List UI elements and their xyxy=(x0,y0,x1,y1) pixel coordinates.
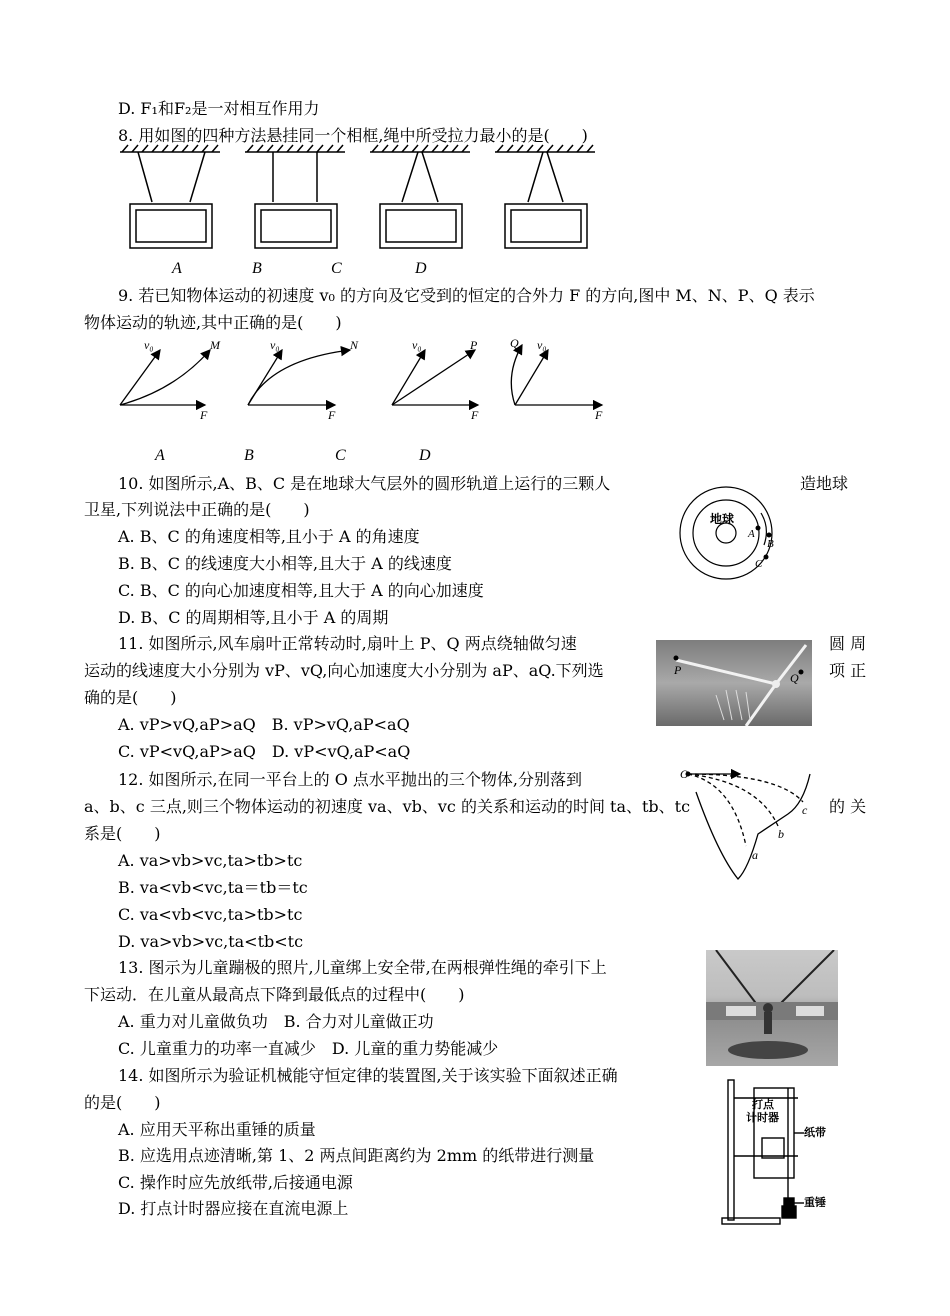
q11-options-cd: C. vP<vQ,aP>aQ D. vP<vQ,aP<aQ xyxy=(118,742,411,761)
q13-stem-line1: 13. 图示为儿童蹦极的照片,儿童绑上安全带,在两根弹性绳的牵引下上 xyxy=(118,958,607,977)
q12-label-a: a xyxy=(752,848,758,862)
q14-apparatus-figure xyxy=(718,1078,838,1228)
q8-label-a: A xyxy=(172,260,182,277)
q7-option-d: D. F₁和F₂是一对相互作用力 xyxy=(118,99,320,118)
q10-option-b: B. B、C 的线速度大小相等,且大于 A 的线速度 xyxy=(118,554,452,573)
q8-label-d: D xyxy=(415,260,427,277)
q13-bungee-photo xyxy=(706,950,838,1066)
q9-d-q: Q xyxy=(510,336,519,350)
q11-stem-line3: 确的是( ) xyxy=(84,688,177,707)
q13-stem-line2: 下运动．在儿童从最高点下降到最低点的过程中( ) xyxy=(84,985,465,1004)
q12-stem-line1: 12. 如图所示,在同一平台上的 O 点水平抛出的三个物体,分别落到 xyxy=(118,770,582,789)
q12-option-b: B. va<vb<vc,ta＝tb＝tc xyxy=(118,878,308,897)
q11-stem-line2-end: 项 正 xyxy=(829,661,867,680)
q9-a-f: F xyxy=(200,408,208,422)
q9-label-c: C xyxy=(335,447,346,464)
q8-ceiling-b xyxy=(245,145,345,152)
q8-ceiling-c xyxy=(370,145,470,152)
q12-option-c: C. va<vb<vc,ta>tb>tc xyxy=(118,905,303,924)
q14-option-a: A. 应用天平称出重锤的质量 xyxy=(118,1120,316,1139)
q9-b-v0: v₀ xyxy=(270,338,280,352)
q14-timer-label-1: 打点 xyxy=(752,1099,774,1111)
q14-weight-label: 重锤 xyxy=(804,1197,826,1209)
q12-stem-line2-end: 的 关 xyxy=(829,797,867,816)
q11-label-q: Q xyxy=(790,671,799,685)
q9-stem-line2: 物体运动的轨迹,其中正确的是( ) xyxy=(84,313,342,332)
q10-label-b: B xyxy=(767,538,774,550)
q14-option-c: C. 操作时应先放纸带,后接通电源 xyxy=(118,1173,353,1192)
q10-option-d: D. B、C 的周期相等,且小于 A 的周期 xyxy=(118,608,389,627)
q12-stem-line3: 系是( ) xyxy=(84,824,161,843)
q9-figure xyxy=(110,335,620,425)
q13-options-ab: A. 重力对儿童做负功 B. 合力对儿童做正功 xyxy=(118,1012,434,1031)
q11-windmill-photo xyxy=(656,640,812,726)
q14-stem-line2: 的是( ) xyxy=(84,1093,161,1112)
q10-stem-line1: 10. 如图所示,A、B、C 是在地球大气层外的圆形轨道上运行的三颗人 xyxy=(118,474,611,493)
q10-label-c: C xyxy=(755,558,763,570)
q11-label-p: P xyxy=(674,663,682,677)
q10-label-a: A xyxy=(748,528,755,540)
q10-earth-label: 地球 xyxy=(710,512,735,526)
q11-stem-line2: 运动的线速度大小分别为 vP、vQ,向心加速度大小分别为 aP、aQ.下列选 xyxy=(84,661,604,680)
q11-stem-line1: 11. 如图所示,风车扇叶正常转动时,扇叶上 P、Q 两点绕轴做匀速 xyxy=(118,634,577,653)
q8-stem: 8. 用如图的四种方法悬挂同一个相框,绳中所受拉力最小的是( ) xyxy=(118,126,588,145)
q9-c-f: F xyxy=(471,408,479,422)
q8-label-b: B xyxy=(252,260,262,277)
q9-c-v0: v₀ xyxy=(412,338,422,352)
q11-options-ab: A. vP>vQ,aP>aQ B. vP>vQ,aP<aQ xyxy=(118,715,410,734)
q14-stem-line1: 14. 如图所示为验证机械能守恒定律的装置图,关于该实验下面叙述正确 xyxy=(118,1066,618,1085)
q14-timer-label-2: 计时器 xyxy=(746,1112,779,1124)
q9-d-v0: v₀ xyxy=(537,338,547,352)
q13-options-cd: C. 儿童重力的功率一直减少 D. 儿童的重力势能减少 xyxy=(118,1039,499,1058)
q12-option-d: D. va>vb>vc,ta<tb<tc xyxy=(118,932,304,951)
q8-ceiling-a xyxy=(120,145,220,152)
q8-label-c: C xyxy=(331,260,342,277)
q9-c-p: P xyxy=(470,338,478,352)
q12-stem-line2: a、b、c 三点,则三个物体运动的初速度 va、vb、vc 的关系和运动的时间 ta、tb、tc xyxy=(84,797,691,816)
q10-stem-line2: 卫星,下列说法中正确的是( ) xyxy=(84,500,310,519)
q8-ceiling-d xyxy=(495,145,595,152)
q9-a-m: M xyxy=(210,338,220,352)
q9-label-d: D xyxy=(419,447,431,464)
q8-figure xyxy=(110,140,670,255)
q9-b-f: F xyxy=(328,408,336,422)
q11-stem-line1-end: 圆 周 xyxy=(829,634,867,653)
q12-label-b: b xyxy=(778,827,784,841)
q9-d-f: F xyxy=(595,408,603,422)
q14-tape-label: 纸带 xyxy=(804,1127,826,1139)
q12-label-c: c xyxy=(802,803,808,817)
q9-a-v0: v₀ xyxy=(144,338,154,352)
q10-option-a: A. B、C 的角速度相等,且小于 A 的角速度 xyxy=(118,527,420,546)
q9-label-b: B xyxy=(244,447,254,464)
q10-option-c: C. B、C 的向心加速度相等,且大于 A 的向心加速度 xyxy=(118,581,484,600)
q9-label-a: A xyxy=(155,447,165,464)
q10-stem-line1-end: 造地球 xyxy=(800,474,849,493)
q10-orbit-figure xyxy=(678,483,798,583)
q9-stem-line1: 9. 若已知物体运动的初速度 v₀ 的方向及它受到的恒定的合外力 F 的方向,图中 M、N、P、Q 表示 xyxy=(118,286,815,305)
q12-projectile-figure xyxy=(678,764,828,884)
q12-option-a: A. va>vb>vc,ta>tb>tc xyxy=(118,851,303,870)
q14-option-d: D. 打点计时器应接在直流电源上 xyxy=(118,1199,349,1218)
q14-option-b: B. 应选用点迹清晰,第 1、2 两点间距离约为 2mm 的纸带进行测量 xyxy=(118,1146,595,1165)
q9-b-n: N xyxy=(350,338,359,352)
q12-label-o: O xyxy=(680,767,689,781)
